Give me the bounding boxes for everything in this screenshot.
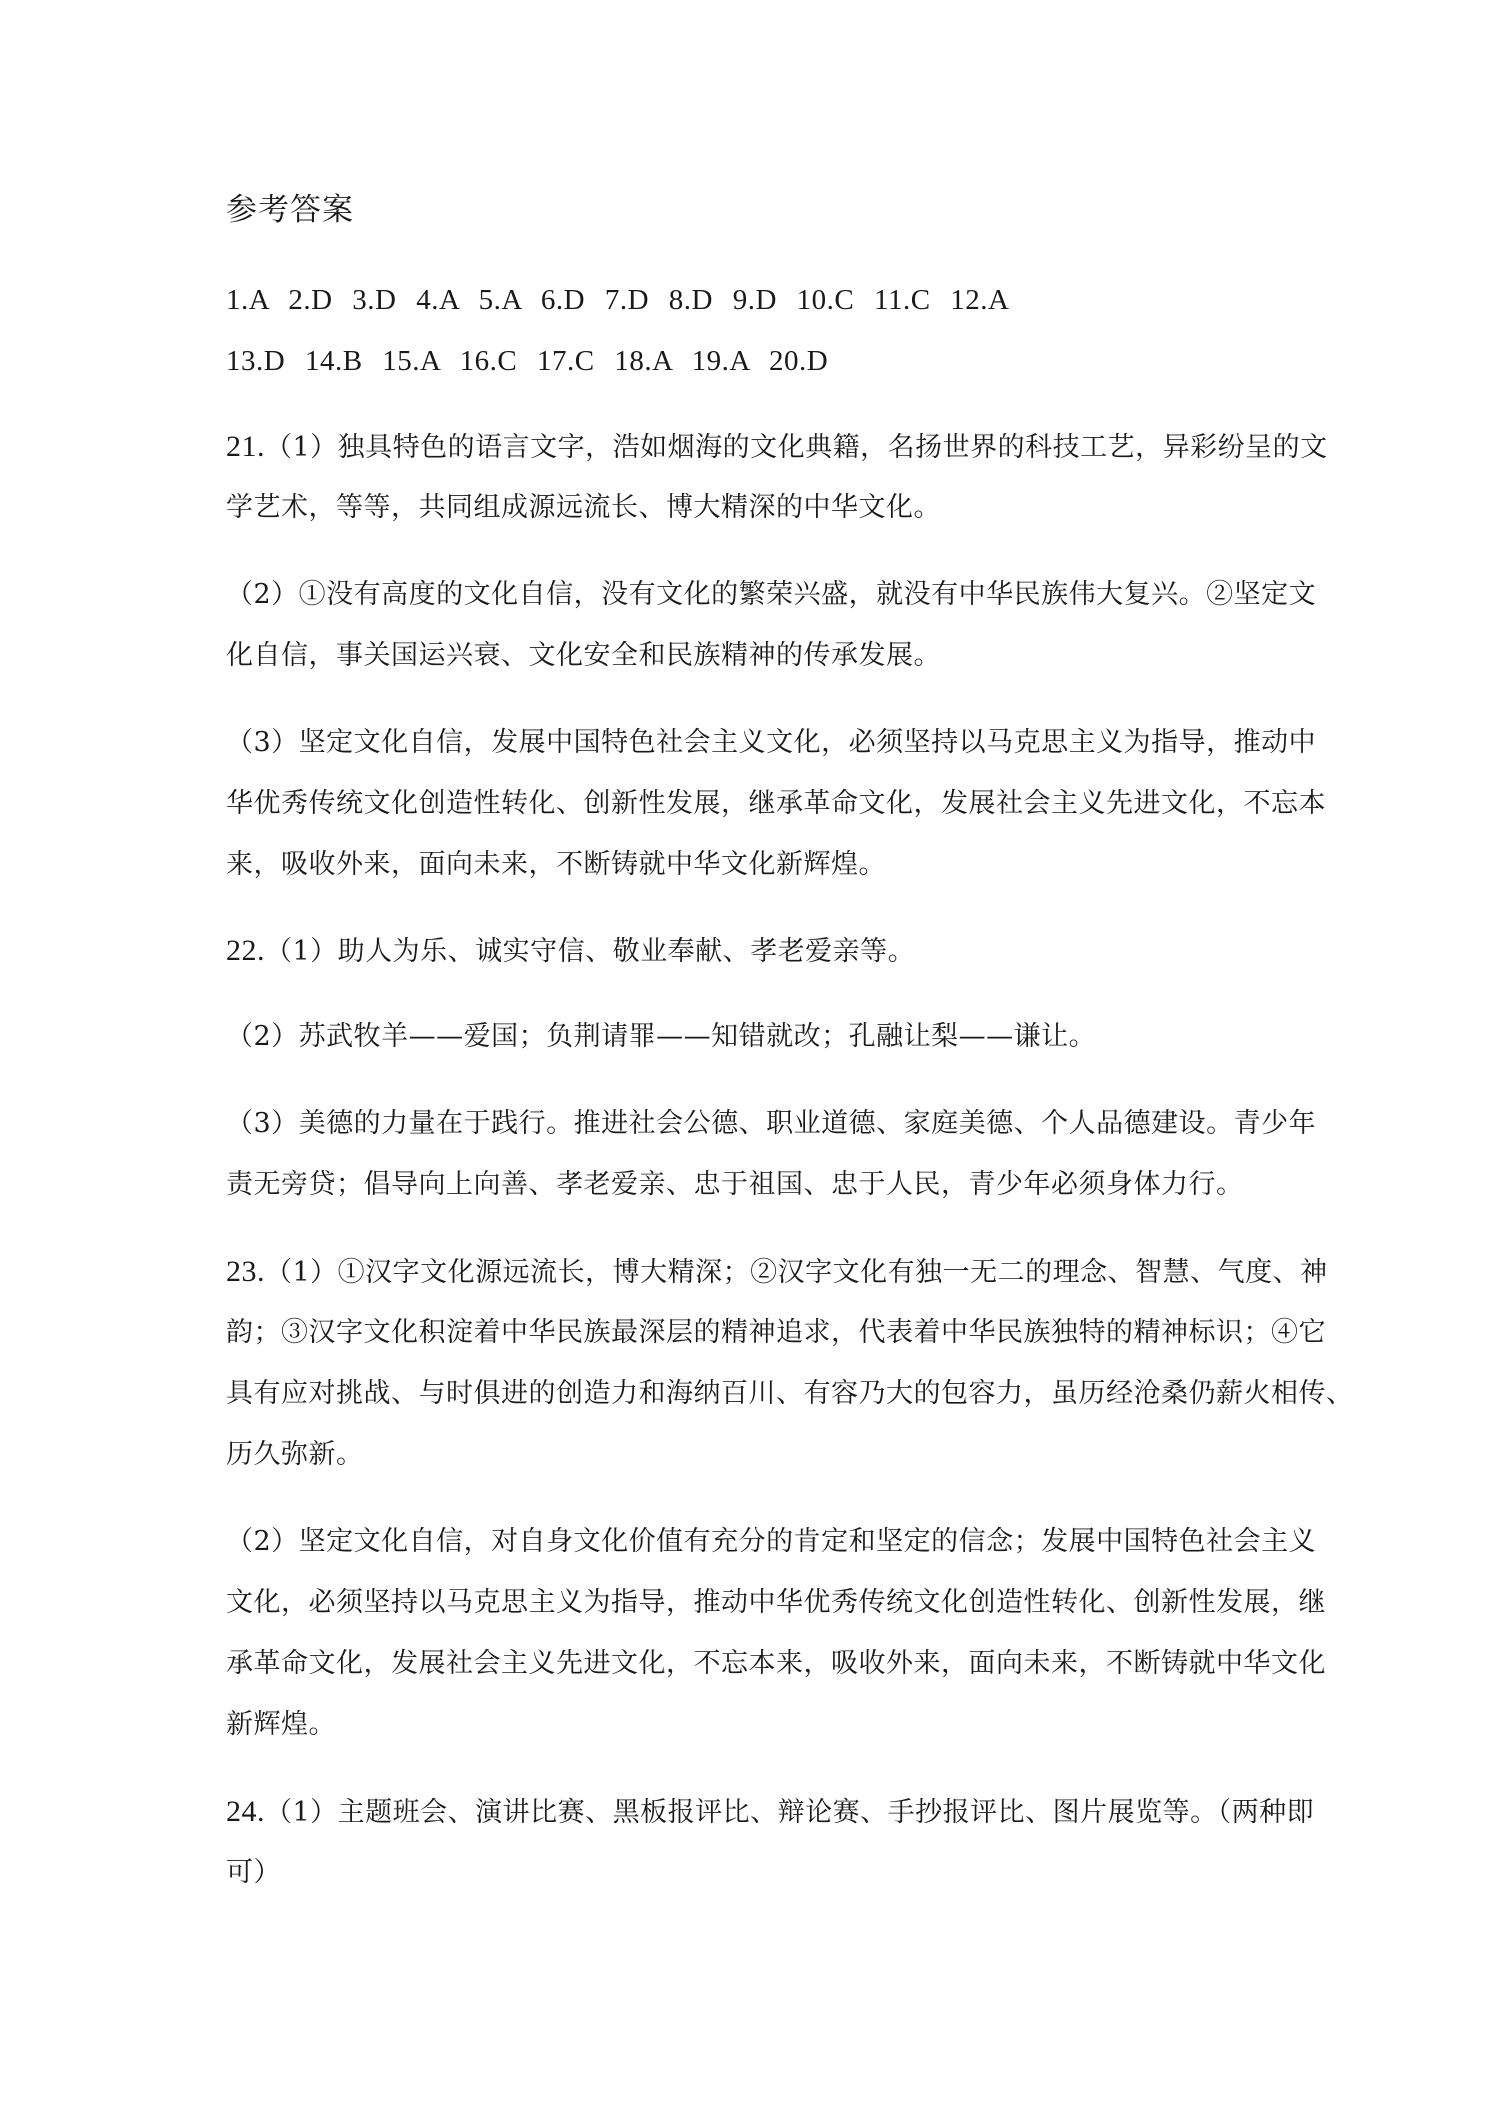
q24-line-1: 24.（1）主题班会、演讲比赛、黑板报评比、辩论赛、手抄报评比、图片展览等。（两种即 bbox=[226, 1795, 1315, 1828]
q22-part3-line-1: （3）美德的力量在于践行。推进社会公德、职业道德、家庭美德、个人品德建设。青少年 bbox=[226, 1108, 1317, 1139]
page-title: 参考答案 bbox=[226, 192, 354, 228]
q22-line-1: 22.（1）助人为乐、诚实守信、敬业奉献、孝老爱亲等。 bbox=[226, 934, 916, 967]
q21-part3-line-3: 来，吸收外来，面向未来，不断铸就中华文化新辉煌。 bbox=[226, 849, 886, 880]
q23-part2-line-4: 新辉煌。 bbox=[226, 1709, 336, 1740]
choice-answers-row-1: 1.A 2.D 3.D 4.A 5.A 6.D 7.D 8.D 9.D 10.C 11.C 12.A bbox=[226, 284, 1010, 316]
q21-line-1: 21.（1）独具特色的语言文字，浩如烟海的文化典籍，名扬世界的科技工艺，异彩纷呈的文 bbox=[226, 430, 1328, 463]
q23-line-2: 韵；③汉字文化积淀着中华民族最深层的精神追求，代表着中华民族独特的精神标识；④它 bbox=[226, 1317, 1326, 1348]
q21-part3-line-1: （3）坚定文化自信，发展中国特色社会主义文化，必须坚持以马克思主义为指导，推动中 bbox=[226, 727, 1317, 758]
q24-line-2: 可） bbox=[226, 1857, 281, 1888]
q22-number: 22. bbox=[226, 934, 265, 967]
q23-part2-line-3: 承革命文化，发展社会主义先进文化，不忘本来，吸收外来，面向未来，不断铸就中华文化 bbox=[226, 1648, 1326, 1679]
q23-part2-line-2: 文化，必须坚持以马克思主义为指导，推动中华优秀传统文化创造性转化、创新性发展，继 bbox=[226, 1587, 1326, 1618]
q21-part2-line-2: 化自信，事关国运兴衰、文化安全和民族精神的传承发展。 bbox=[226, 640, 941, 671]
q21-number: 21. bbox=[226, 430, 265, 463]
q23-line-4: 历久弥新。 bbox=[226, 1439, 364, 1470]
q23-part2-line-1: （2）坚定文化自信，对自身文化价值有充分的肯定和坚定的信念；发展中国特色社会主义 bbox=[226, 1526, 1317, 1557]
q24-number: 24. bbox=[226, 1795, 265, 1828]
q21-part2-line-1: （2）①没有高度的文化自信，没有文化的繁荣兴盛，就没有中华民族伟大复兴。②坚定文 bbox=[226, 579, 1317, 610]
q23-line-1: 23.（1）①汉字文化源远流长，博大精深；②汉字文化有独一无二的理念、智慧、气度、神 bbox=[226, 1255, 1328, 1288]
q23-line-3: 具有应对挑战、与时俱进的创造力和海纳百川、有容乃大的包容力，虽历经沧桑仍薪火相传、 bbox=[226, 1378, 1354, 1409]
q23-number: 23. bbox=[226, 1255, 265, 1288]
choice-answers-row-2: 13.D 14.B 15.A 16.C 17.C 18.A 19.A 20.D bbox=[226, 345, 829, 377]
q22-part3-line-2: 责无旁贷；倡导向上向善、孝老爱亲、忠于祖国、忠于人民，青少年必须身体力行。 bbox=[226, 1169, 1244, 1200]
q22-part2: （2）苏武牧羊——爱国；负荆请罪——知错就改；孔融让梨——谦让。 bbox=[226, 1021, 1097, 1052]
q21-line-2: 学艺术，等等，共同组成源远流长、博大精深的中华文化。 bbox=[226, 492, 941, 523]
q21-part3-line-2: 华优秀传统文化创造性转化、创新性发展，继承革命文化，发展社会主义先进文化，不忘本 bbox=[226, 788, 1326, 819]
